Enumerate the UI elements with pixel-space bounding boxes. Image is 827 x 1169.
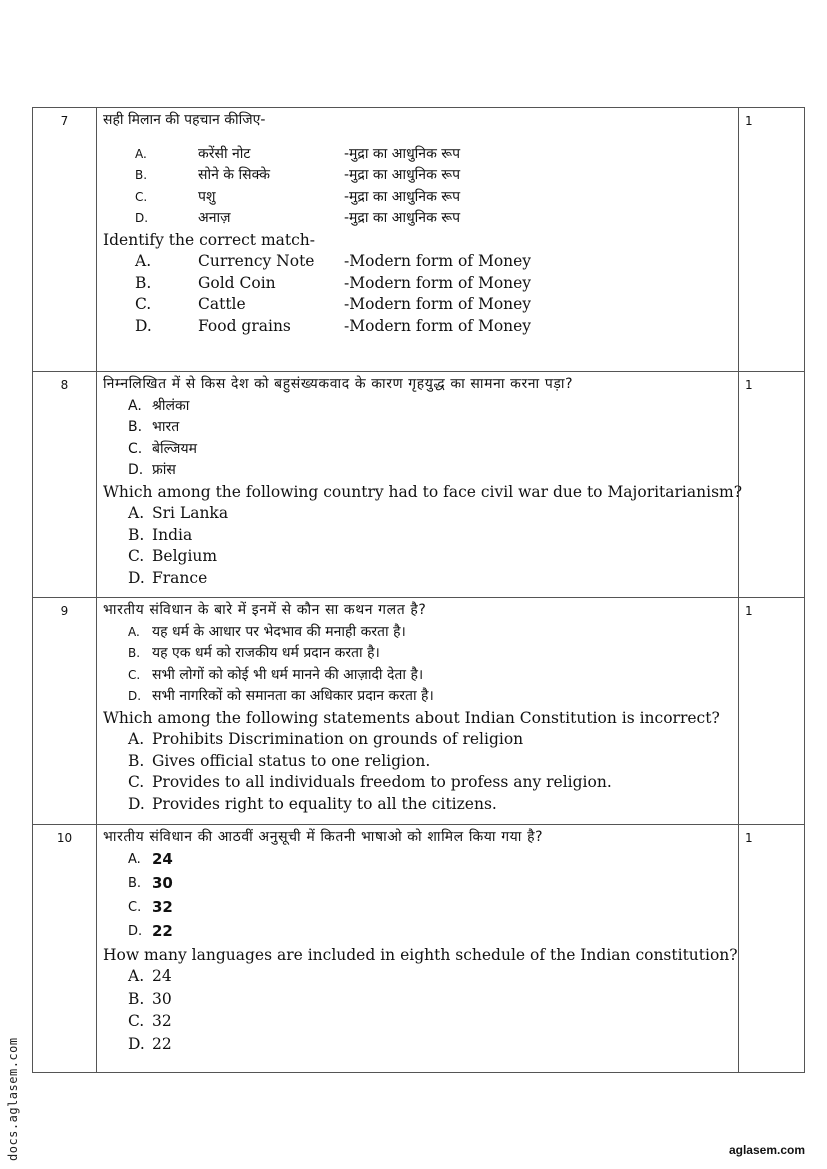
question-number: 7: [33, 108, 97, 372]
question-row-10: [33, 825, 805, 1073]
option-letter: B.: [128, 525, 145, 544]
english-option: [103, 1011, 732, 1034]
option-text: फ्रांस: [152, 462, 176, 478]
option-letter: A.: [128, 397, 142, 414]
option-letter: B.: [135, 273, 152, 292]
hindi-option: [103, 622, 732, 644]
question-content: [97, 825, 739, 1073]
hindi-option: [103, 144, 732, 166]
option-letter: C.: [128, 1012, 145, 1030]
option-text: Provides right to equality to all the citizens.: [152, 794, 497, 813]
option-form: -मुद्रा का आधुनिक रूप: [344, 167, 461, 183]
option-text: Belgium: [152, 547, 218, 565]
english-option: [103, 525, 732, 547]
option-text: 32: [152, 1012, 172, 1030]
english-option: [103, 772, 732, 794]
option-text: Sri Lanka: [152, 504, 229, 522]
option-text: यह धर्म के आधार पर भेदभाव की मनाही करता है।: [152, 623, 406, 640]
hindi-question-text: भारतीय संविधान के बारे में इनमें से कौन सा कथन गलत है?: [103, 602, 427, 618]
option-letter: A.: [128, 730, 145, 748]
option-letter: D.: [128, 568, 145, 587]
option-text: 24: [152, 849, 173, 868]
option-letter: D.: [135, 316, 152, 335]
option-letter: A.: [128, 967, 145, 985]
hindi-option: [103, 686, 732, 708]
english-option: [103, 729, 732, 751]
option-letter: D.: [128, 1034, 145, 1053]
option-form: -मुद्रा का आधुनिक रूप: [344, 145, 461, 162]
hindi-option: [103, 873, 732, 897]
question-row-8: [33, 372, 805, 598]
english-option: [103, 751, 732, 773]
english-question-text: Which among the following country had to face civil war due to Majoritarianism?: [103, 482, 743, 501]
option-form: -मुद्रा का आधुनिक रूप: [344, 210, 461, 226]
hindi-question-text: निम्नलिखित में से किस देश को बहुसंख्यकवाद के कारण गृहयुद्ध का सामना करना पड़ा?: [103, 376, 574, 392]
question-marks: 1: [739, 598, 805, 825]
option-text: Provides to all individuals freedom to profess any religion.: [152, 773, 612, 791]
option-letter: A.: [128, 851, 141, 867]
hindi-option: [103, 187, 732, 209]
hindi-question-text: सही मिलान की पहचान कीजिए-: [103, 112, 266, 128]
option-letter: A.: [128, 504, 145, 522]
question-number: 10: [33, 825, 97, 1073]
option-form: -Modern form of Money: [344, 295, 532, 313]
option-text: 22: [152, 921, 173, 940]
english-option: [103, 316, 732, 338]
english-question-text: Identify the correct match-: [103, 230, 316, 249]
option-letter: C.: [128, 440, 143, 457]
option-text: 24: [152, 967, 172, 985]
option-letter: D.: [128, 462, 144, 478]
hindi-option: [103, 460, 732, 482]
option-text: श्रीलंका: [152, 397, 190, 414]
question-number: 9: [33, 598, 97, 825]
option-text: Prohibits Discrimination on grounds of religion: [152, 730, 524, 748]
english-option: [103, 273, 732, 295]
option-item: पशु: [198, 188, 216, 205]
hindi-option: [103, 165, 732, 187]
english-option: [103, 794, 732, 816]
option-text: बेल्जियम: [152, 440, 197, 457]
watermark-text: docs.aglasem.com: [6, 1037, 20, 1161]
hindi-question-text: भारतीय संविधान की आठवीं अनुसूची में कितनी भाषाओ को शामिल किया गया है?: [103, 829, 544, 845]
option-text: यह एक धर्म को राजकीय धर्म प्रदान करता है।: [152, 645, 380, 661]
option-letter: B.: [135, 168, 148, 182]
option-letter: C.: [135, 295, 152, 313]
option-item: सोने के सिक्के: [198, 167, 270, 183]
option-text: India: [152, 525, 193, 544]
option-text: 22: [152, 1034, 172, 1053]
option-form: -Modern form of Money: [344, 316, 532, 335]
hindi-option: [103, 643, 732, 665]
side-watermark: [8, 991, 22, 1161]
question-marks: 1: [739, 372, 805, 598]
option-letter: C.: [128, 899, 142, 915]
english-option: [103, 294, 732, 316]
option-text: सभी नागरिकों को समानता का अधिकार प्रदान करता है।: [152, 688, 434, 704]
question-content: [97, 372, 743, 598]
option-item: Gold Coin: [198, 273, 276, 292]
option-letter: C.: [135, 189, 148, 204]
option-text: France: [152, 568, 208, 587]
english-question-text: How many languages are included in eighth schedule of the Indian constitution?: [103, 945, 738, 964]
option-letter: B.: [128, 875, 142, 891]
question-marks: 1: [739, 108, 805, 372]
question-number: 8: [33, 372, 97, 598]
hindi-option: [103, 849, 732, 873]
question-row-7: [33, 108, 805, 372]
english-option: [103, 966, 732, 989]
footer-brand: aglasem.com: [728, 1143, 805, 1157]
question-marks: 1: [739, 825, 805, 1073]
option-letter: D.: [128, 923, 143, 939]
english-question-text: Which among the following statements about Indian Constitution is incorrect?: [103, 708, 720, 727]
option-letter: B.: [128, 419, 143, 435]
question-content: [97, 598, 739, 825]
option-item: Cattle: [198, 295, 246, 313]
option-text: Gives official status to one religion.: [152, 751, 431, 770]
english-option: [103, 251, 732, 273]
option-item: अनाज़: [198, 210, 231, 226]
option-letter: A.: [128, 624, 140, 639]
option-letter: D.: [128, 689, 142, 703]
hindi-option: [103, 439, 732, 461]
option-text: भारत: [152, 419, 180, 435]
option-item: Food grains: [198, 316, 291, 335]
option-letter: A.: [135, 252, 152, 270]
hindi-option: [103, 921, 732, 945]
option-letter: D.: [128, 794, 145, 813]
option-letter: D.: [135, 211, 149, 225]
english-option: [103, 1034, 732, 1057]
english-option: [103, 546, 732, 568]
hindi-option: [103, 396, 732, 418]
english-option: [103, 568, 732, 590]
hindi-option: [103, 665, 732, 687]
option-text: 32: [152, 897, 173, 916]
option-form: -मुद्रा का आधुनिक रूप: [344, 188, 461, 205]
option-letter: C.: [128, 773, 145, 791]
option-letter: A.: [135, 146, 147, 161]
option-text: 30: [152, 989, 172, 1008]
hindi-option: [103, 897, 732, 921]
question-row-9: [33, 598, 805, 825]
hindi-option: [103, 417, 732, 439]
option-letter: B.: [128, 751, 145, 770]
option-text: सभी लोगों को कोई भी धर्म मानने की आज़ादी देता है।: [152, 666, 424, 683]
option-letter: B.: [128, 989, 145, 1008]
option-form: -Modern form of Money: [344, 252, 532, 270]
option-letter: C.: [128, 667, 141, 682]
question-content: [97, 108, 739, 372]
english-option: [103, 989, 732, 1012]
option-letter: B.: [128, 646, 141, 660]
option-item: Currency Note: [198, 252, 315, 270]
option-item: करेंसी नोट: [198, 145, 251, 162]
option-letter: C.: [128, 547, 145, 565]
hindi-option: [103, 208, 732, 230]
english-option: [103, 503, 732, 525]
question-table: [32, 107, 805, 1073]
option-form: -Modern form of Money: [344, 273, 532, 292]
option-text: 30: [152, 873, 173, 892]
